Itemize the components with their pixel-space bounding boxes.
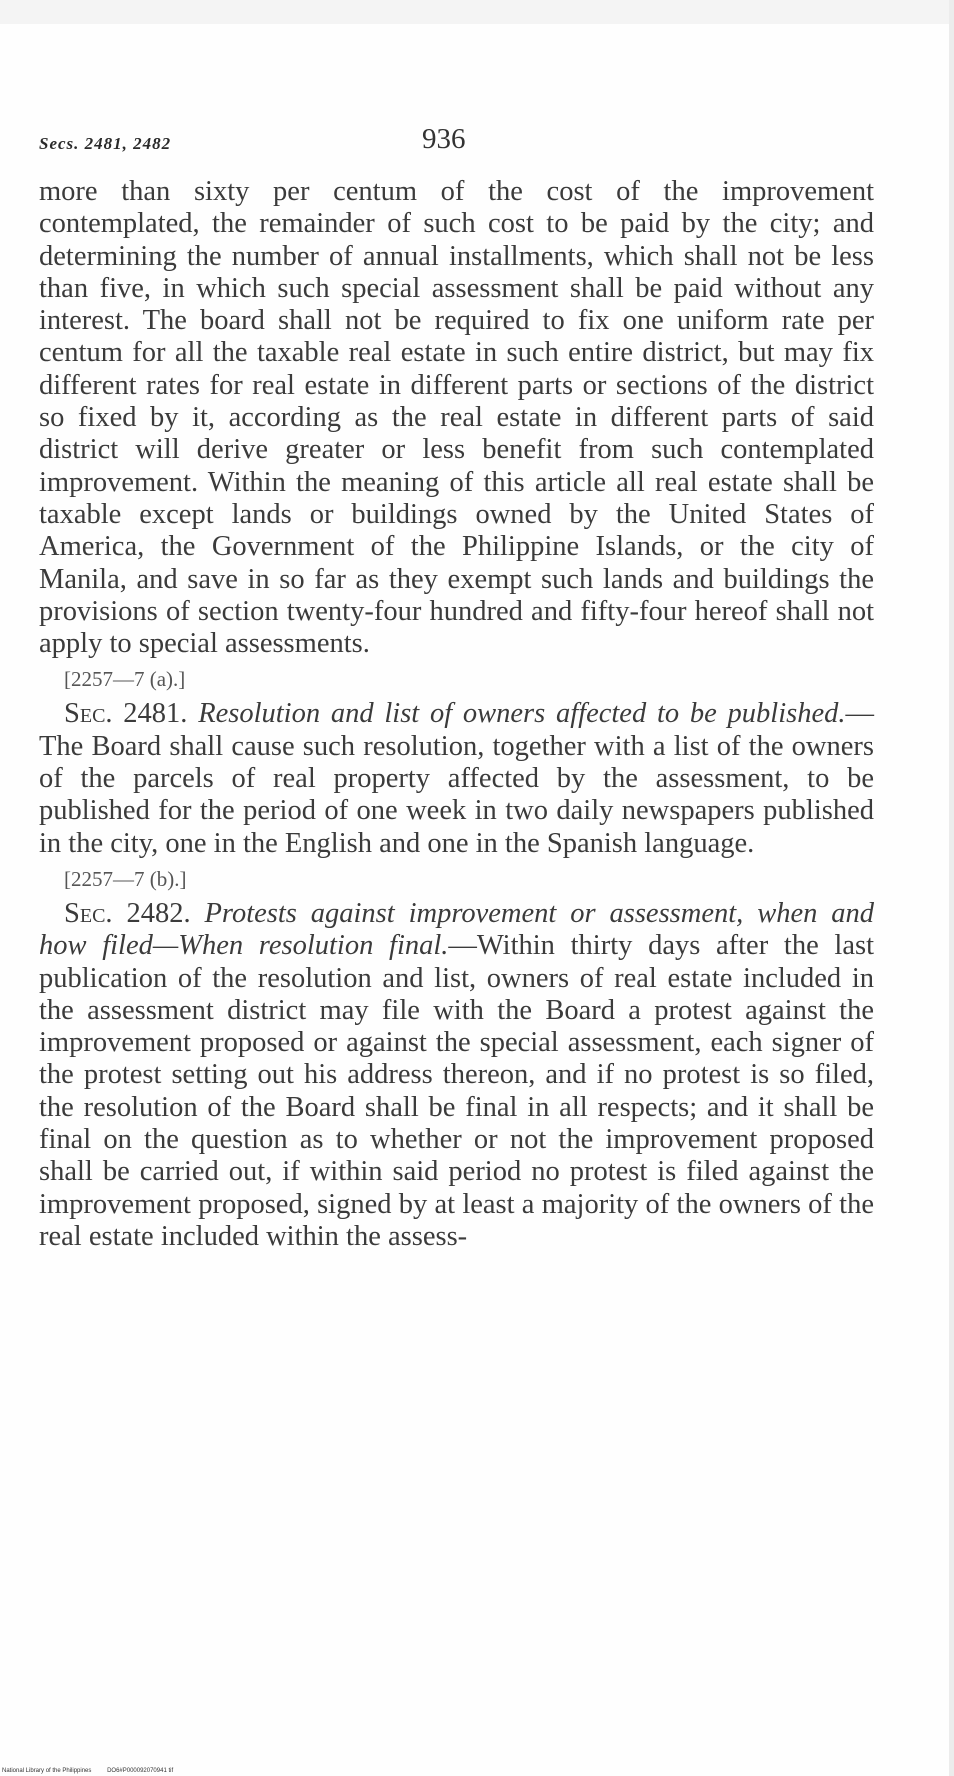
scan-top-margin (0, 0, 954, 24)
page-body (39, 176, 874, 1253)
section-citation: [2257—7 (a).] (64, 667, 186, 692)
footer-document-id: DO6#P000092070941 tif (107, 1768, 174, 1774)
page-number: 936 (422, 123, 466, 155)
document-page (0, 24, 949, 1776)
continuation-paragraph: more than sixty per centum of the cost of the improvement contemplated, the remainder of such cost to be paid by the city; and determining the number of annual installments, which shall not be less than five, in which such special assessment shall be paid without any interest. The board shall not be required to fix one uniform rate per centum for all the taxable real estate in such entire district, but may fix different rates for real estate in different parts or sections of the district so fixed by it, according as the real estate in different parts of said district will derive greater or less benefit from such contemplated improvement. Within the meaning of this article all real estate shall be taxable except lands or buildings owned by the United States of America, the Government of the Philippine Islands, or the city of Manila, and save in so far as they exempt such lands and buildings the provisions of section twenty-four hundred and fifty-four hereof shall not apply to special assessments. (39, 176, 874, 660)
section-paragraph (39, 698, 874, 859)
section-label: Sec. 2482. (64, 897, 191, 929)
section-label: Sec. 2481. (64, 698, 188, 730)
section-text: —Within thirty days after the last publication of the resolution and list, owners of real estate included in the assessment district may file with the Board a protest against the improvement proposed or against the special assessment, each signer of the protest setting out his address thereon, and if no protest is so filed, the resolution of the Board shall be final in all respects; and it shall be final on the question as to whether or not the improvement proposed shall be carried out, if within said period no protest is filed against the improvement proposed, signed by at least a majority of the owners of the real estate included within the assess- (39, 930, 874, 1252)
scan-right-margin (949, 0, 954, 1776)
section-paragraph (39, 898, 874, 1253)
section-citation: [2257—7 (b).] (64, 866, 187, 891)
section-text: —The Board shall cause such resolution, together with a list of the owners of the parcels of real property affected by the assessment, to be published for the period of one week in two daily newspapers published in the city, one in the English and one in the Spanish language. (39, 698, 874, 859)
section-title: Protests against improvement or assessment, when and how filed—When resolution final. (39, 897, 875, 962)
scan-footer (2, 1768, 187, 1774)
running-head-sections: Secs. 2481, 2482 (39, 134, 172, 153)
section-title: Resolution and list of owners affected to be published. (198, 698, 846, 730)
footer-library: National Library of the Philippines (2, 1768, 92, 1774)
